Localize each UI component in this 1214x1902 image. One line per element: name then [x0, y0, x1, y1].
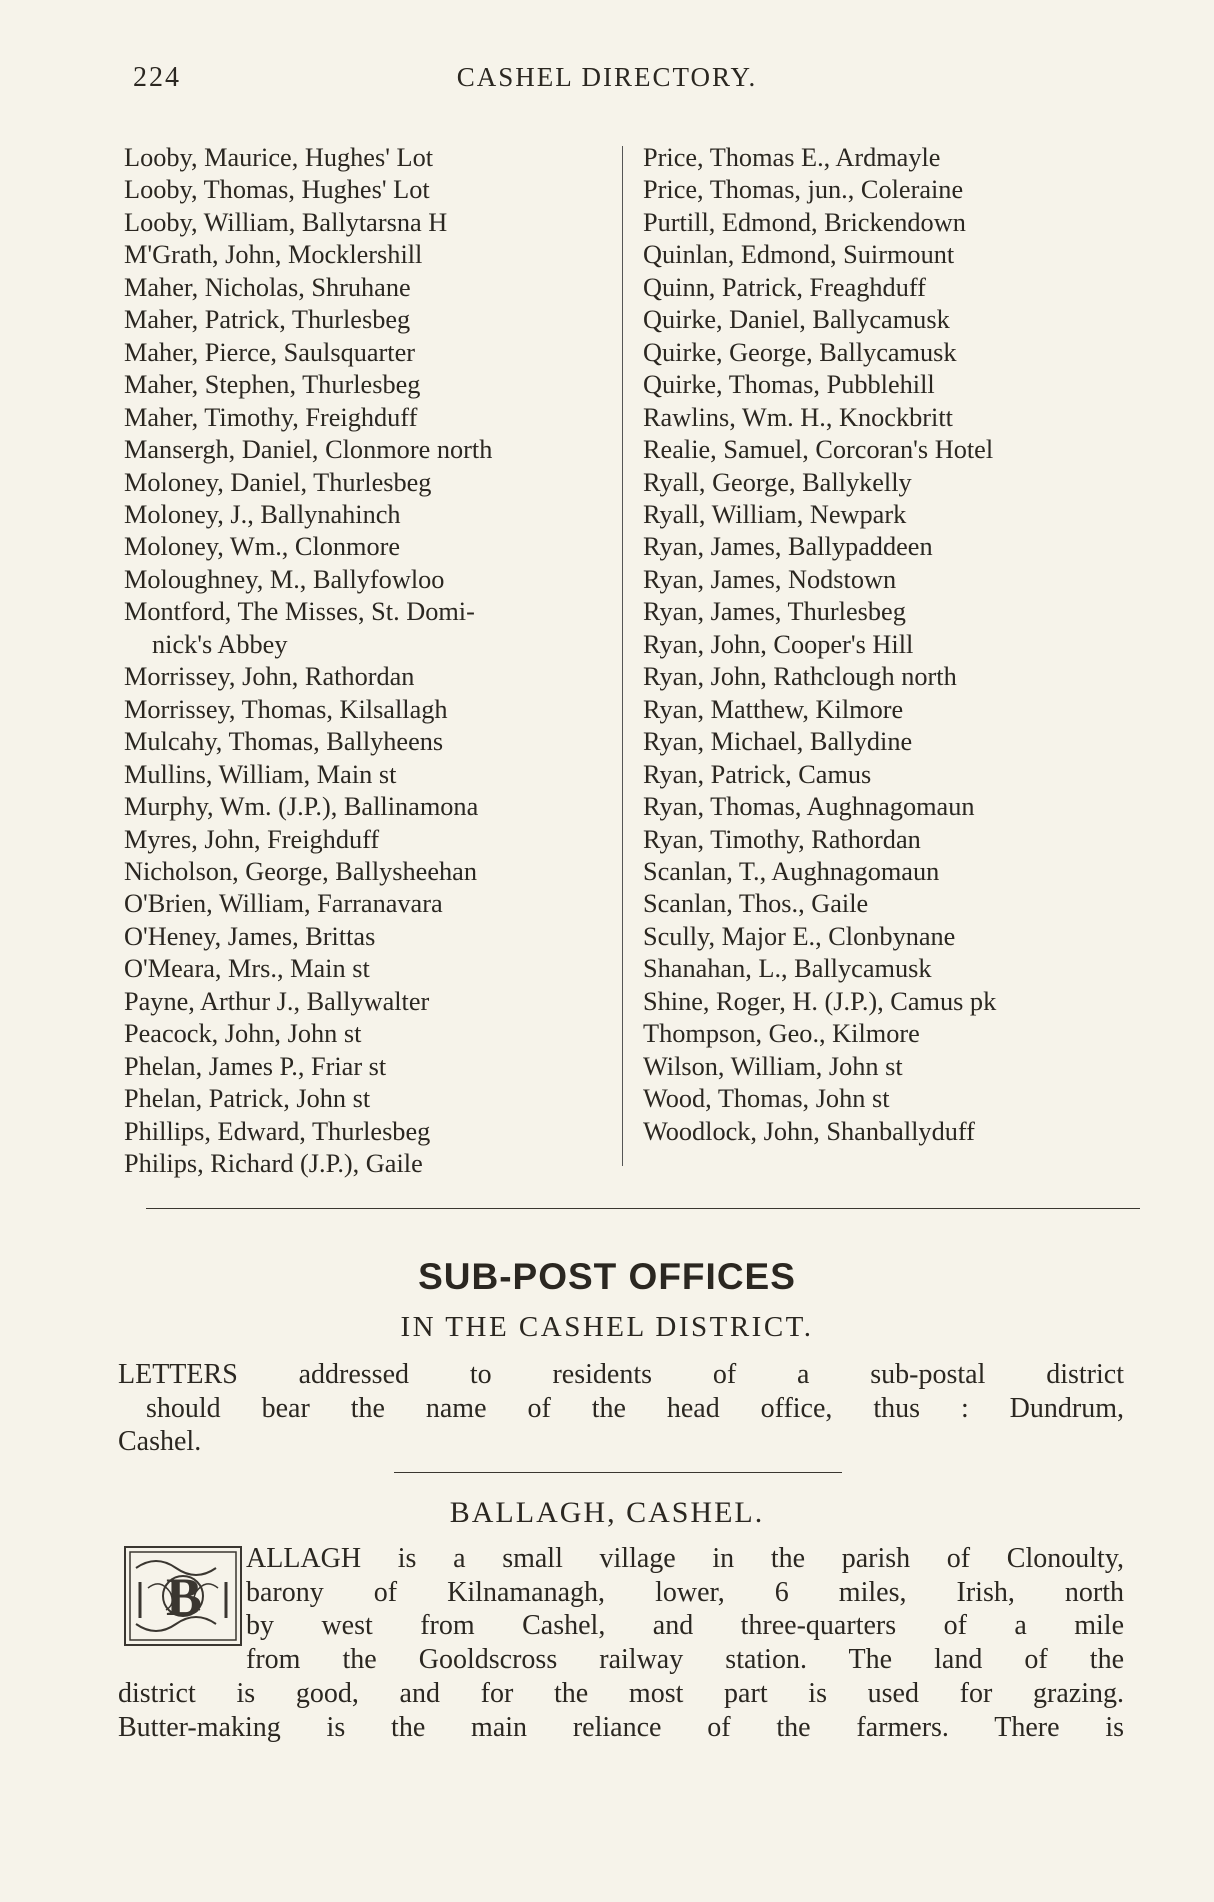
directory-entry: Moloughney, M., Ballyfowloo [124, 564, 445, 594]
directory-entry: Looby, William, Ballytarsna H [124, 207, 448, 237]
place-heading: BALLAGH, CASHEL. [449, 1496, 765, 1529]
directory-entry: Morrissey, Thomas, Kilsallagh [124, 694, 448, 724]
directory-entry: Price, Thomas E., Ardmayle [643, 143, 941, 172]
directory-entry: Ryan, Michael, Ballydine [643, 727, 913, 757]
small-divider [394, 1472, 842, 1473]
directory-entry: Ryall, William, Newpark [643, 499, 907, 529]
directory-entry: Myres, John, Freighduff [124, 824, 380, 854]
directory-entry: Maher, Stephen, Thurlesbeg [124, 370, 421, 400]
directory-entry: Thompson, Geo., Kilmore [643, 1019, 920, 1049]
page-number: 224 [133, 62, 181, 93]
directory-entry: Mulcahy, Thomas, Ballyheens [124, 727, 444, 757]
intro-line: should bear the name of the head office, thus : Dundrum, [146, 1392, 1124, 1424]
directory-entry: Shine, Roger, H. (J.P.), Camus pk [643, 986, 997, 1016]
directory-entry: Quirke, Daniel, Ballycamusk [643, 305, 950, 335]
directory-entry: Wilson, William, John st [643, 1051, 903, 1081]
section-divider [146, 1208, 1140, 1209]
directory-entry: Montford, The Misses, St. Domi- [124, 597, 475, 627]
paragraph-line: Butter-making is the main reliance of the farmers. There is [118, 1711, 1124, 1743]
directory-entry: O'Heney, James, Brittas [124, 921, 376, 951]
intro-paragraph [118, 1358, 1124, 1459]
directory-entry: Scully, Major E., Clonbynane [643, 921, 956, 951]
intro-line: LETTERS addressed to residents of a sub-postal district [118, 1359, 1124, 1390]
directory-entry: Moloney, Daniel, Thurlesbeg [124, 467, 432, 497]
column-divider [622, 146, 623, 1166]
directory-entry: Woodlock, John, Shanballyduff [643, 1116, 975, 1146]
directory-entry: Maher, Pierce, Saulsquarter [124, 337, 416, 367]
directory-entry: nick's Abbey [152, 629, 288, 659]
directory-entry: Payne, Arthur J., Ballywalter [124, 986, 430, 1016]
directory-entry: Scanlan, Thos., Gaile [643, 889, 869, 919]
directory-entry: Ryan, Timothy, Rathordan [643, 824, 921, 854]
directory-entry: Quirke, Thomas, Pubblehill [643, 370, 935, 400]
section-subtitle: IN THE CASHEL DISTRICT. [400, 1311, 814, 1343]
directory-entry: Murphy, Wm. (J.P.), Ballinamona [124, 792, 479, 822]
paragraph-line: from the Gooldscross railway station. The land of the [246, 1644, 1124, 1676]
directory-entry: Scanlan, T., Aughnagomaun [643, 856, 940, 886]
directory-entry: O'Brien, William, Farranavara [124, 889, 443, 919]
directory-entry: Moloney, Wm., Clonmore [124, 532, 401, 562]
directory-entry: Ryan, John, Rathclough north [643, 662, 957, 692]
directory-entry: Ryan, James, Ballypaddeen [643, 532, 933, 562]
directory-entry: Moloney, J., Ballynahinch [124, 499, 401, 529]
directory-entry: O'Meara, Mrs., Main st [124, 954, 370, 984]
drop-cap-ornament [124, 1546, 242, 1646]
directory-entry: Peacock, John, John st [124, 1019, 362, 1049]
directory-entry: Quinlan, Edmond, Suirmount [643, 240, 955, 270]
directory-entry: Realie, Samuel, Corcoran's Hotel [643, 435, 994, 465]
drop-cap-letter: B [166, 1567, 203, 1627]
section-title: SUB-POST OFFICES [418, 1256, 796, 1297]
directory-entry: Quinn, Patrick, Freaghduff [643, 272, 926, 302]
directory-entry: Purtill, Edmond, Brickendown [643, 207, 966, 237]
paragraph-line: ALLAGH is a small village in the parish of Clonoulty, [246, 1543, 1124, 1574]
directory-entry: Looby, Maurice, Hughes' Lot [124, 143, 434, 172]
directory-left-column [124, 142, 616, 1181]
directory-entry: Ryall, George, Ballykelly [643, 467, 912, 497]
directory-entry: Ryan, Matthew, Kilmore [643, 694, 904, 724]
intro-line: Cashel. [118, 1426, 202, 1457]
directory-entry: Shanahan, L., Ballycamusk [643, 954, 932, 984]
directory-entry: Quirke, George, Ballycamusk [643, 337, 957, 367]
directory-entry: Rawlins, Wm. H., Knockbritt [643, 402, 953, 432]
paragraph-line: district is good, and for the most part is used for grazing. [118, 1677, 1124, 1709]
directory-entry: Maher, Nicholas, Shruhane [124, 272, 411, 302]
directory-entry: Phelan, James P., Friar st [124, 1051, 387, 1081]
ballagh-paragraph [118, 1542, 1124, 1744]
directory-entry: Looby, Thomas, Hughes' Lot [124, 175, 430, 205]
directory-entry: Maher, Timothy, Freighduff [124, 402, 418, 432]
directory-entry: Morrissey, John, Rathordan [124, 662, 415, 692]
directory-entry: M'Grath, John, Mocklershill [124, 240, 423, 270]
directory-entry: Ryan, Patrick, Camus [643, 759, 872, 789]
directory-entry: Phillips, Edward, Thurlesbeg [124, 1116, 431, 1146]
running-title: CASHEL DIRECTORY. [456, 62, 758, 92]
paragraph-line: barony of Kilnamanagh, lower, 6 miles, Irish, north [246, 1576, 1124, 1608]
directory-entry: Ryan, James, Nodstown [643, 564, 897, 594]
directory-entry: Mullins, William, Main st [124, 759, 397, 789]
directory-entry: Wood, Thomas, John st [643, 1084, 890, 1114]
paragraph-line: by west from Cashel, and three-quarters of a mile [246, 1610, 1124, 1642]
directory-entry: Philips, Richard (J.P.), Gaile [124, 1149, 423, 1179]
directory-entry: Nicholson, George, Ballysheehan [124, 856, 477, 886]
directory-right-column [643, 142, 1183, 1148]
directory-entry: Price, Thomas, jun., Coleraine [643, 175, 964, 205]
directory-entry: Phelan, Patrick, John st [124, 1084, 371, 1114]
directory-entry: Ryan, Thomas, Aughnagomaun [643, 792, 975, 822]
directory-entry: Ryan, John, Cooper's Hill [643, 629, 914, 659]
directory-entry: Maher, Patrick, Thurlesbeg [124, 305, 411, 335]
directory-entry: Ryan, James, Thurlesbeg [643, 597, 906, 627]
directory-entry: Mansergh, Daniel, Clonmore north [124, 435, 493, 465]
